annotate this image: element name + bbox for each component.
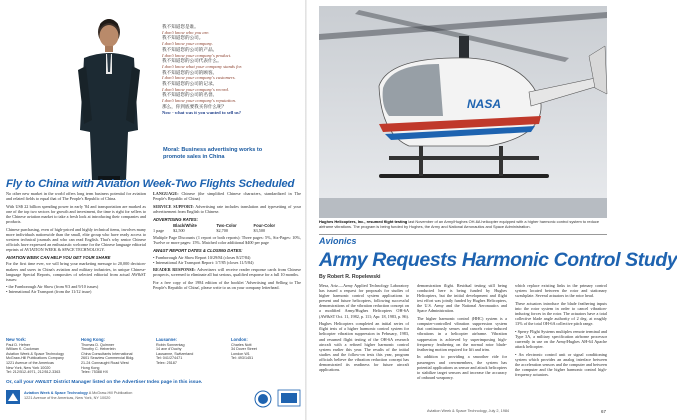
publisher-address: 1221 Avenue of the Americas, New York, NY 10020 [24, 395, 111, 400]
article-headline: Army Requests Harmonic Control Study [319, 249, 677, 271]
quote-line-chinese: 我不知道您的公司的产品。 [162, 46, 218, 52]
office-line: Robin Sonnentag [156, 342, 185, 347]
dates-label: AW&ST REPORT DATES & CLOSING DATES: [153, 247, 243, 253]
quote-line-chinese: 我不知道您的公司的名誉。 [162, 92, 218, 98]
quote-line-chinese: 我不知道您的公司的顾客。 [162, 69, 218, 75]
office-line: Tel: 493/1451 [231, 356, 254, 361]
ad-paragraph: Chinese purchasing, even of high-priced and highly technical items, involves many more individuals nationwide than the small, elite group who have ready access to western technical journals and who can read English. That's why senior Chinese officials have expressed an enthusiastic welcome for the Chinese language editorial reprints of AVIATION WEEK & SPACE TECHNOLOGY. [6, 226, 146, 253]
quote-line-chinese: 我不知道您的公司代表什么。 [162, 58, 222, 64]
service-text: Advertising rate includes translation and typesetting of your advertisement from English to Chinese. [153, 203, 301, 214]
ad-headline: Fly to China with Aviation Week-Two Flights Scheduled [6, 178, 295, 190]
footer-call-to-action: Or, call your AW&ST District Manager listed on the Advertiser Index page in this issue. [6, 380, 203, 385]
photo-caption [319, 220, 607, 230]
article-paragraph: • Sperry Flight Systems multiplex remote terminal and Type 3A, a military specification airborne processor currently in use on the Army/Hughes AH-64 Apache attack helicopter. [515, 328, 607, 350]
publisher-text [24, 391, 194, 401]
rates-header-cell: Four-Color [253, 223, 276, 229]
office-line: Hong Kong [81, 365, 100, 370]
quote-line-english: I don't know who you are. [162, 29, 210, 35]
reader-text: Advertisers will receive reader response cards from Chinese prospects, screened to eliminate all but serious, qualified response for a full 10 months. [153, 266, 302, 277]
office-city: New York: [6, 337, 27, 342]
article-paragraph: demonstration flight. Residual testing still being conducted here is being funded by Hughes Helicopters, but the initial development and flight test effort was jointly funded by Hughes Helicopters, the U.S. Army and the National Aeronautics and Space Administration. [417, 283, 507, 314]
date-item: • International Air Transport Report: 1/7/85 (closes 11/5/84) [153, 259, 254, 265]
office-line: 2601 Seaview Commercial Bldg. [81, 356, 135, 361]
publisher-block [6, 390, 302, 412]
office-line: Timothy C. Heberlein [81, 347, 116, 352]
quote-line-english: I don't know what your company stands for. [162, 63, 243, 69]
office-city: London: [231, 337, 248, 342]
quote-block [162, 24, 302, 115]
office-line: Tel: 212/512-4971, 212/512-3363 [6, 370, 61, 375]
aw-logo-icon [6, 390, 20, 404]
caption-text: last November of an Army/Hughes OH-6A helicopter equipped with a higher harmonic control system to reduce airframe vibrations. The program is being funded by Hughes, the Army and National Aeronautics and Space Administration. [319, 219, 600, 229]
office-new-york [6, 338, 74, 375]
quote-line-chinese: 我不知道您是谁。 [162, 24, 199, 29]
publisher-name: Aviation Week & Space Technology [24, 391, 88, 395]
rates-header-cell: Black/White [173, 223, 197, 229]
office-line: McGraw-Hill Publications Company [6, 356, 64, 361]
quote-line-english: I don't know your company's product. [162, 52, 232, 58]
language-text: Chinese (the simplified Chinese characters, standardized in The People's Republic of China) [153, 191, 302, 202]
office-line: 1221 Avenue of the Americas [6, 360, 54, 365]
office-line: Aviation Week & Space Technology [6, 351, 65, 356]
office-line: Lausanne, Switzerland [156, 351, 194, 356]
publisher-suffix: A McGraw-Hill Publication [88, 391, 133, 395]
left-page-advertisement [0, 0, 305, 420]
ad-bullet: • the Farnborough Air Show (from 9/3 and 9/10 issues) [6, 284, 99, 290]
rates-cell: 1 page [153, 228, 165, 234]
office-lausanne [156, 338, 224, 375]
office-city: Lausanne: [156, 337, 177, 342]
service-label: SERVICE SUPPORT: [153, 203, 194, 209]
cci-logo-icon [278, 390, 300, 406]
sales-offices [6, 338, 302, 375]
ad-intro: No other new market in the world offers long term business potential for aviation and related fields to equal that of The People's Republic of China. [6, 191, 146, 202]
office-london [231, 338, 299, 375]
chinese-official-photo [70, 10, 148, 182]
article-column-2 [417, 283, 507, 382]
ad-column-1 [6, 191, 146, 295]
quote-line-english: I don't know your company's record. [162, 86, 229, 92]
ad-paragraph: For the first time ever, we will bring your marketing message to 20,000 decision-makers and users in China's aviation and military industries, in unique Chinese-language Special Reports, composites of selected editorial from actual AW&ST issues: [6, 261, 146, 282]
office-line: Tel: 041/274471 [156, 356, 183, 361]
office-line: 34 Dover Street [231, 347, 257, 352]
ad-subheading: AVIATION WEEK CAN HELP YOU GET YOUR SHARE [6, 254, 111, 260]
article-paragraph: • An electronic control unit or signal conditioning system which provides an analog interface between the acceleration sensors and the computer and between the computer and the higher harmonic control high-frequency actuators. [515, 351, 607, 378]
office-line: Telex: 25187 [156, 360, 177, 365]
office-line: London W1 [231, 351, 250, 356]
quote-line-chinese: 我不知道您的公司的记录。 [162, 81, 218, 87]
nasa-marking: NASA [467, 97, 502, 111]
article-paragraph: In addition to providing a smoother ride for passengers and crewmembers, the system has potential applications as sensor and attack helicopters to stabilize target sensors and increase the accuracy of onboard weaponry. [417, 354, 507, 380]
article-paragraph: These actuators introduce the blade feathering inputs into the rotor system in order to cancel vibration-inducing forces in the rotor. The actuators have a total collective blade angle authority of 2 deg. at roughly 13% of the total OH-6A collective pitch range. [515, 300, 607, 327]
section-rule [319, 234, 607, 235]
ad-bullet: • International Air Transport (from the 11/12 issue) [6, 289, 92, 295]
rates-header-cell: Two-Color [216, 223, 237, 229]
ad-paragraph: With US$ 22 billion spending power in early '84 and transportation are marked as one of the top two sectors for growth and investment, the time is right for sellers to the Chinese aviation market to take a fresh look at introducing their companies and products. [6, 203, 146, 225]
rates-cell: $2,500 [173, 228, 185, 234]
article-column-3 [515, 283, 607, 380]
article-paragraph: The higher harmonic control (HHC) system is a computer-controlled vibration suppression system that continuously senses and cancels rotor-induced vibrations in a helicopter airframe. Vibration suppression is achieved by superimposing high-frequency feathering on the normal rotor blade-feathering motion required for lift and trim. [417, 316, 507, 352]
section-label: Avionics [319, 236, 357, 246]
rates-cell: $3,500 [253, 228, 266, 234]
seal-icon [254, 390, 272, 408]
rates-note: Multiple Page Discounts (1 report or both reports): Three pages: 5%, Six-Pages: 10%, Twelve or more pages: 15%. Matched color additional $400 per page [153, 235, 301, 246]
article-paragraph: which replace existing links in the primary control system located between the rotor and stationary swashplate. Several actuators in the rotor head. [515, 283, 607, 299]
office-hong-kong [81, 338, 149, 375]
article-column-1 [319, 283, 409, 375]
quote-line-chinese: 我不知道您的公司。 [162, 35, 204, 41]
quote-lines [162, 24, 302, 115]
office-line: Thomas D. Quimner [81, 342, 115, 347]
quote-line-english: Now - what was it you wanted to sell us? [162, 109, 241, 115]
quote-line-chinese: 那么，你到底要我买你什么呢？ [162, 103, 227, 109]
reader-label: READER RESPONSE: [153, 266, 196, 272]
office-line: Paul D. Hefner [6, 342, 31, 347]
quote-line-english: I don't know your company. [162, 41, 213, 47]
closing-text: For a free copy of the 1984 edition of the booklet 'Advertising and Selling to The People's Republic of China', please write to us on your company letterhead. [153, 279, 301, 290]
byline: By Robert R. Ropelewski [319, 274, 381, 280]
moral-text: Moral: Business advertising works to promote sales in China [163, 147, 263, 160]
helicopter-photo [319, 6, 607, 218]
page-number: 67 [600, 409, 606, 414]
office-line: Charles Nott [231, 342, 252, 347]
rates-label: ADVERTISING RATES: [153, 216, 198, 222]
office-line: William K. Cockman [6, 347, 39, 352]
rates-table [153, 223, 293, 233]
office-line: New York, New York 10020 [6, 365, 51, 370]
caption-lead: Hughes Helicopters, Inc., resumed flight testing [319, 219, 408, 224]
office-city: Hong Kong: [81, 337, 105, 342]
ad-column-2 [153, 191, 301, 292]
language-label: LANGUAGE: [153, 191, 179, 196]
right-page-article [307, 0, 677, 420]
office-line: 14 ave d'Ouchy [156, 347, 182, 352]
date-item: • Farnborough Air Show Report 10/29/84 (closes 8/27/84) [153, 254, 251, 260]
article-paragraph: Hughes Helicopters completed an initial series of flight tests of a higher harmonic control system for helicopter vibration suppression in February, 1983, and resumed flight testing of the OH-6A research aircraft with a refined higher harmonic control system earlier this year. The results of the initial studies and the follow-on tests this year, program officials believe the vibration reduction concept has demonstrated its readiness for future aircraft applications. [319, 321, 409, 373]
running-footer: Aviation Week & Space Technology, July 2, 1984 [427, 409, 510, 413]
office-line: 21-24 Connaught Road West [81, 360, 129, 365]
quote-line-english: I don't know your company's reputation. [162, 98, 237, 104]
office-line: China Consultants International [81, 351, 133, 356]
rates-cell: $2,700 [216, 228, 228, 234]
quote-line-english: I don't know your company's customers. [162, 75, 236, 81]
office-line: Telex: 75388 HX [81, 370, 109, 375]
article-paragraph: Mesa, Ariz.—Army Applied Technology Laboratory has issued a request for proposals for studies of higher harmonic control system applications to present and future helicopters, following successful demonstrations of the vibration reduction concept on a modified Army/Hughes Helicopters OH-6A (AW&ST Oct. 11, 1982, p. 111; Apr. 18, 1983, p. 86). [319, 283, 409, 319]
